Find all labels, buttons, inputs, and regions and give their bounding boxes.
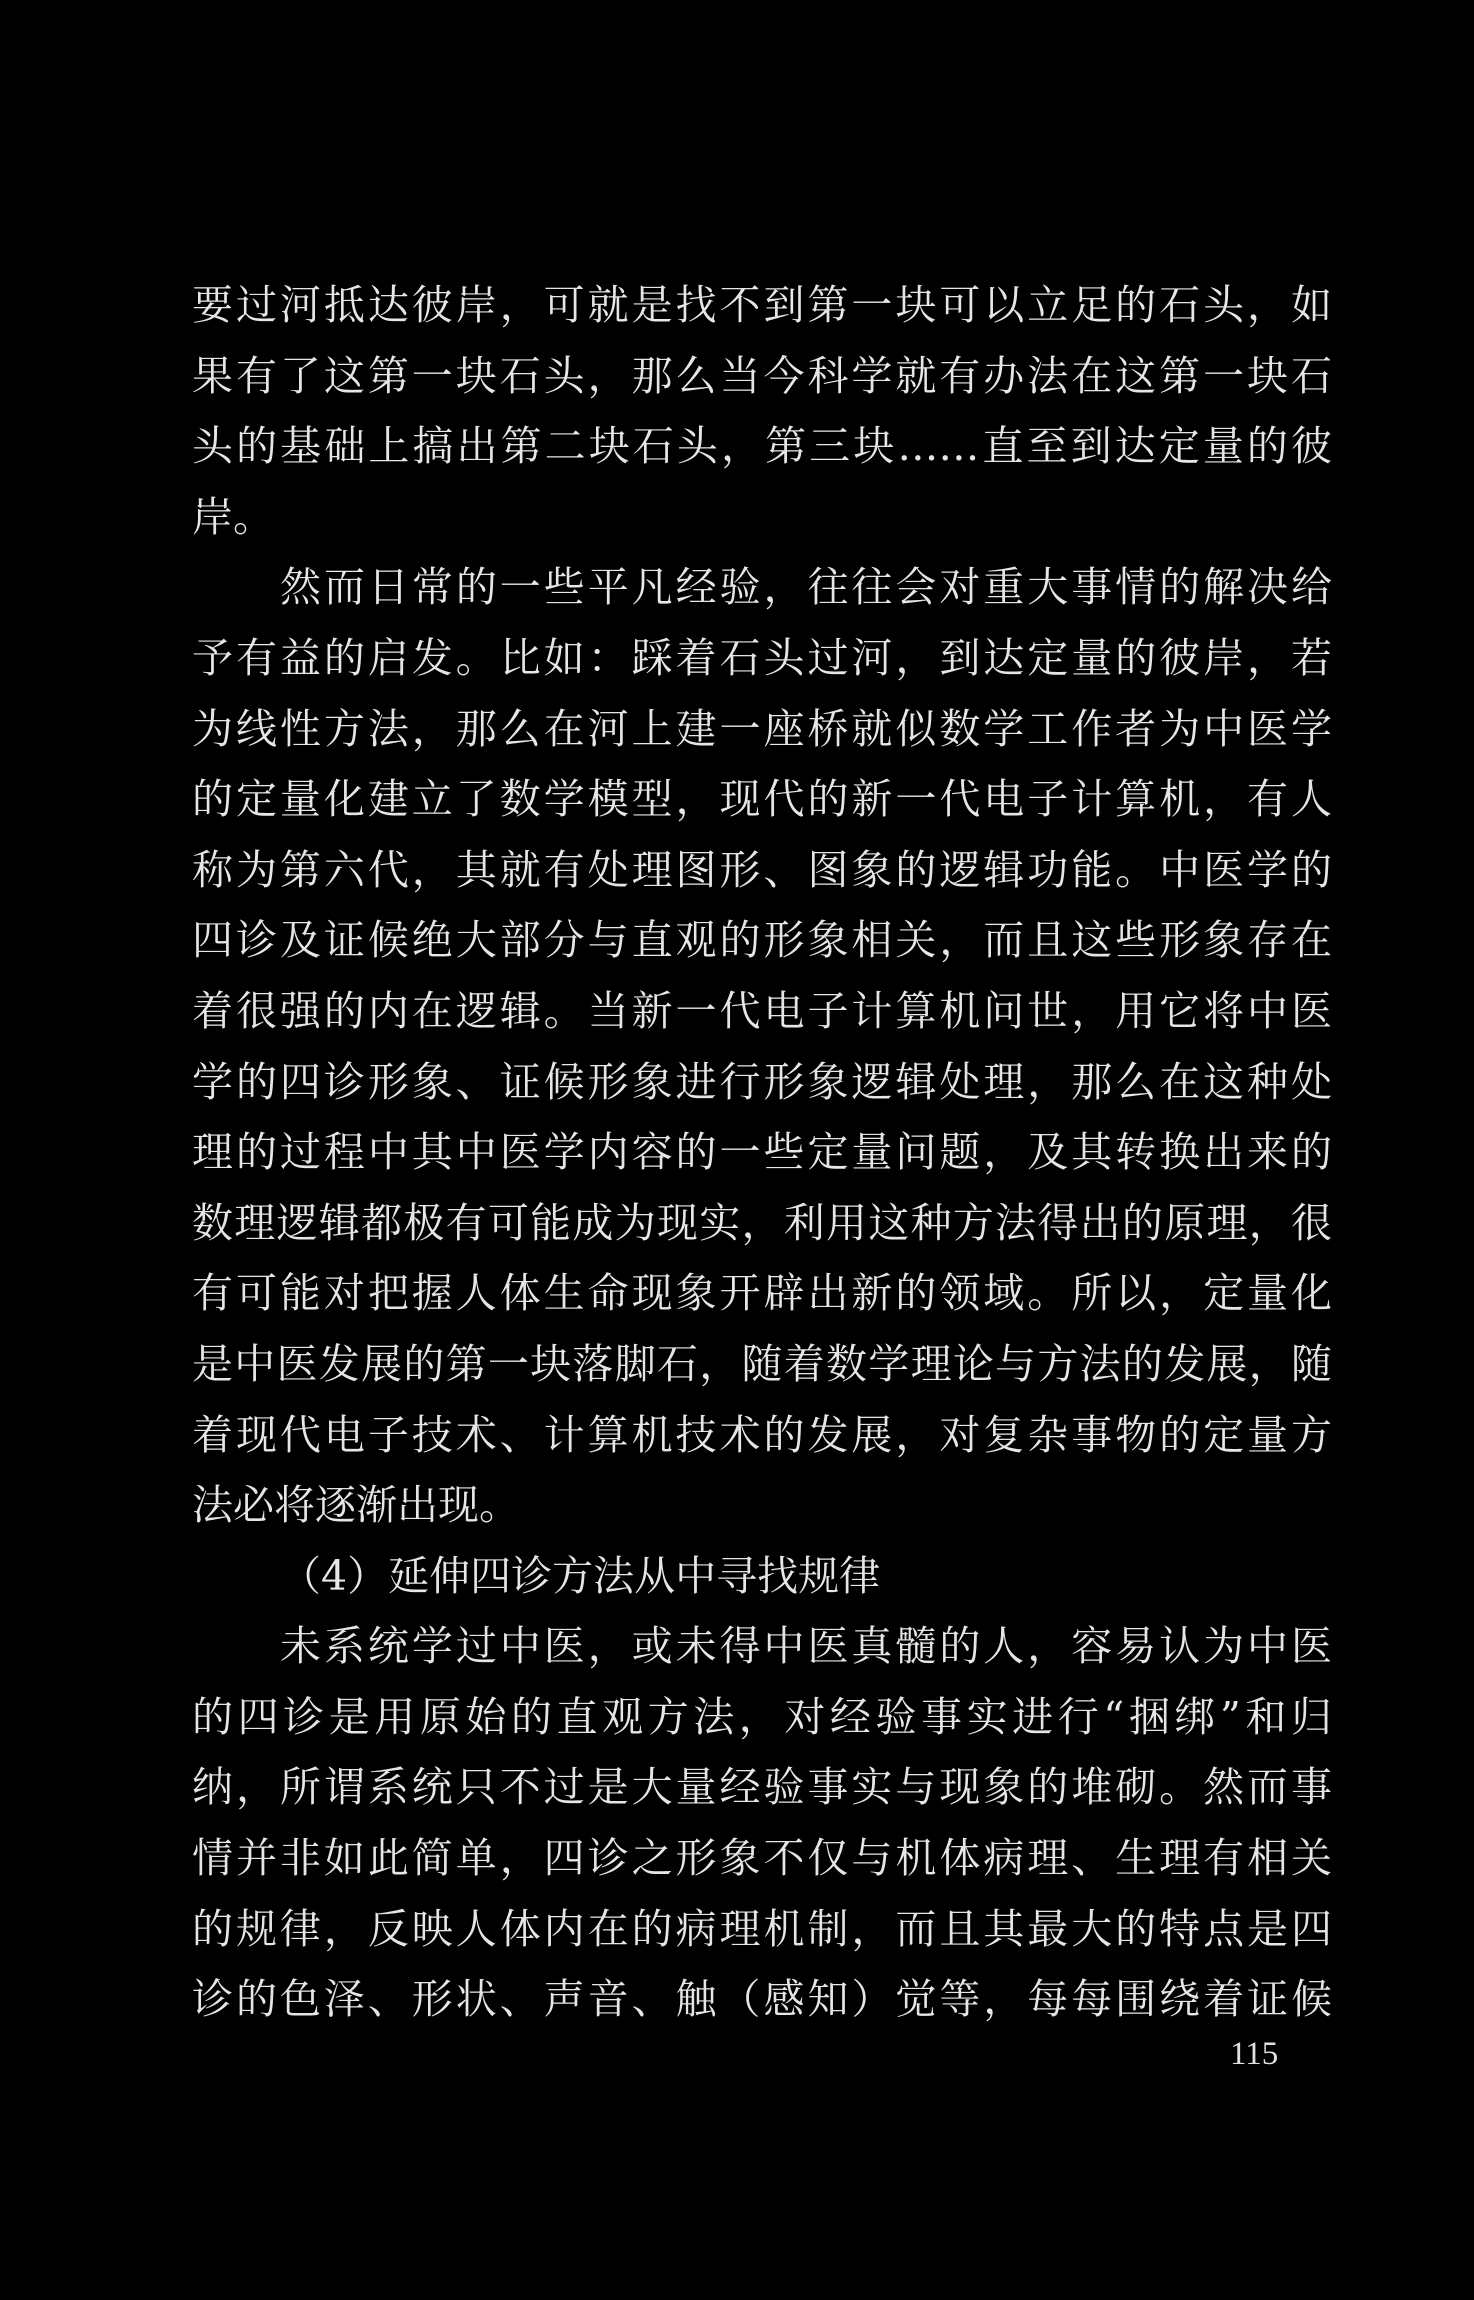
text-line: 数理逻辑都极有可能成为现实，利用这种方法得出的原理，很 xyxy=(192,1198,1332,1247)
text-line: 诊的色泽、形状、声音、触（感知）觉等，每每围绕着证候 xyxy=(192,1975,1332,2024)
text-line: 四诊及证候绝大部分与直观的形象相关，而且这些形象存在 xyxy=(192,916,1332,965)
text-line: 的定量化建立了数学模型，现代的新一代电子计算机，有人 xyxy=(192,775,1332,824)
text-line: 着很强的内在逻辑。当新一代电子计算机问世，用它将中医 xyxy=(192,986,1332,1035)
text-line: 有可能对把握人体生命现象开辟出新的领域。所以，定量化 xyxy=(192,1269,1332,1318)
body-text xyxy=(192,270,1332,2035)
text-line: 纳，所谓系统只不过是大量经验事实与现象的堆砌。然而事 xyxy=(192,1763,1332,1812)
text-line: 为线性方法，那么在河上建一座桥就似数学工作者为中医学 xyxy=(192,704,1332,753)
text-line: 着现代电子技术、计算机技术的发展，对复杂事物的定量方 xyxy=(192,1410,1332,1459)
text-line: 未系统学过中医，或未得中医真髓的人，容易认为中医 xyxy=(280,1622,1332,1671)
text-line: 岸。 xyxy=(192,492,274,541)
page-number: 115 xyxy=(1230,2036,1279,2072)
text-line: （4）延伸四诊方法从中寻找规律 xyxy=(280,1551,881,1600)
text-line: 头的基础上搞出第二块石头，第三块……直至到达定量的彼 xyxy=(192,422,1332,471)
text-line: 学的四诊形象、证候形象进行形象逻辑处理，那么在这种处 xyxy=(192,1057,1332,1106)
text-line: 法必将逐渐出现。 xyxy=(192,1481,520,1530)
text-line: 要过河抵达彼岸，可就是找不到第一块可以立足的石头，如 xyxy=(192,281,1332,329)
text-line: 的四诊是用原始的直观方法，对经验事实进行“捆绑”和归 xyxy=(192,1692,1332,1741)
text-line: 是中医发展的第一块落脚石，随着数学理论与方法的发展，随 xyxy=(192,1339,1332,1388)
text-line: 的规律，反映人体内在的病理机制，而且其最大的特点是四 xyxy=(192,1904,1332,1953)
text-line: 果有了这第一块石头，那么当今科学就有办法在这第一块石 xyxy=(192,351,1332,400)
text-line: 理的过程中其中医学内容的一些定量问题，及其转换出来的 xyxy=(192,1128,1332,1177)
text-line: 称为第六代，其就有处理图形、图象的逻辑功能。中医学的 xyxy=(192,845,1332,894)
text-line: 予有益的启发。比如：踩着石头过河，到达定量的彼岸，若 xyxy=(192,633,1332,682)
text-line: 情并非如此简单，四诊之形象不仅与机体病理、生理有相关 xyxy=(192,1834,1332,1883)
text-line: 然而日常的一些平凡经验，往往会对重大事情的解决给 xyxy=(280,563,1332,612)
